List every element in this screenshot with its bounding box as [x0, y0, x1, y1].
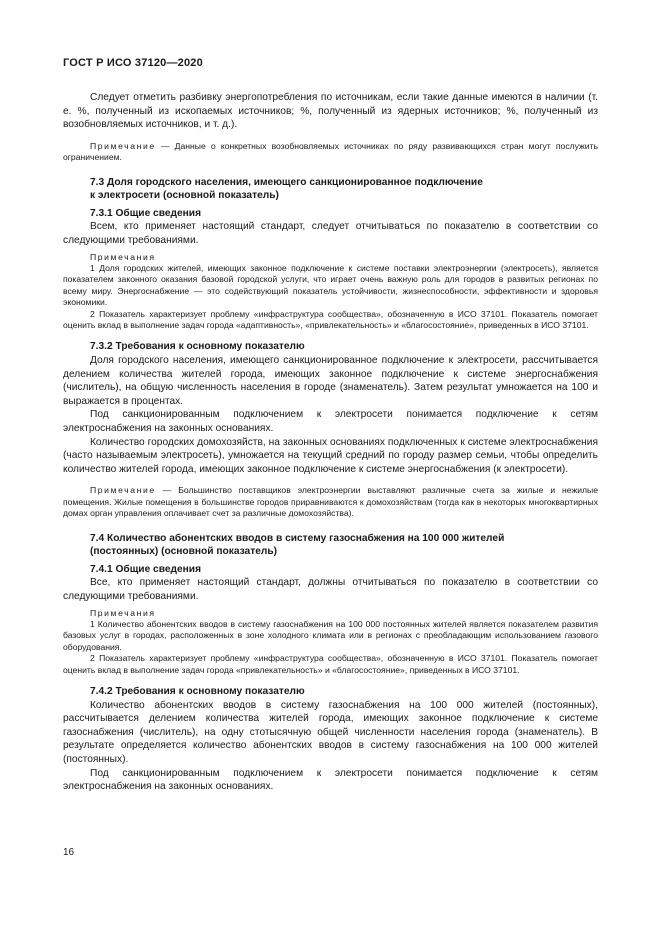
paragraph: Под санкционированным подключением к электросети понимается подключение к сетям электроснабжения на законных основаниях.: [63, 409, 598, 434]
note-item: 2 Показатель характеризует проблему «инфраструктура сообщества», обозначенную в ИСО 37101. Показатель помогает оценить вклад в выполнение задач города «привлекательность» и «благосостояние», приведенных в ИСО 37101.: [63, 653, 598, 675]
subsection-heading-7-4-1: 7.4.1 Общие сведения: [90, 563, 202, 575]
note-label: Примечание: [90, 485, 156, 496]
note-text: — Большинство поставщиков электроэнергии выставляют различные счета за жилые и нежилые помещения. Жилые помещения в большинстве городов приравниваются к домохозяйствам (тогда как в некоторых многоквартирных домах орган управления оплачивает счет за различные домохозяйства).: [63, 485, 598, 519]
subsection-heading-7-4-2: 7.4.2 Требования к основному показателю: [90, 685, 305, 697]
note-label: Примечание: [90, 140, 156, 151]
standard-header: ГОСТ Р ИСО 37120—2020: [63, 57, 203, 69]
page-number: 16: [63, 847, 75, 858]
page-content: [63, 91, 598, 794]
section-heading-line: 7.4 Количество абонентских вводов в систему газоснабжения на 100 000 жителей: [90, 532, 505, 544]
section-heading-line: к электросети (основной показатель): [90, 190, 279, 202]
paragraph: Всем, кто применяет настоящий стандарт, следует отчитываться по показателю в соответствии со следующими требованиями.: [63, 221, 598, 246]
note-item: 2 Показатель характеризует проблему «инфраструктура сообщества», обозначенную в ИСО 37101. Показатель помогает оценить вклад в выполнение задач города «адаптивность», «привлекательность» и «благосостояние», приведенных в ИСО 37101.: [63, 308, 598, 330]
subsection-heading-7-3-2: 7.3.2 Требования к основному показателю: [90, 341, 305, 353]
notes-heading: Примечания: [90, 607, 156, 618]
paragraph: Доля городского населения, имеющего санкционированное подключение к электросети, рассчитывается делением количества жителей города, имеющих законное подключение к системе энергоснабжения (числитель), на общую численность населения в городе (знаменатель). Затем результат умножается на 100 и выражается в процентах.: [63, 355, 598, 407]
note-item: [63, 485, 598, 519]
paragraph: Количество городских домохозяйств, на законных основаниях подключенных к системе электроснабжения (часто называемым электросеть), умножается на текущий средний по городу размер семьи, чтобы определить количество жителей города, имеющих законное подключение к системе энергоснабжения (к электросети).: [63, 436, 598, 475]
paragraph: Все, кто применяет настоящий стандарт, должны отчитываться по показателю в соответствии со следующими требованиями.: [63, 577, 598, 602]
section-heading-line: (постоянных) (основной показатель): [90, 546, 277, 558]
notes-heading: Примечания: [90, 251, 156, 262]
paragraph: Под санкционированным подключением к электросети понимается подключение к сетям электроснабжения на законных основаниях.: [63, 767, 598, 793]
intro-note: [63, 141, 598, 164]
section-heading-line: 7.3 Доля городского населения, имеющего санкционированное подключение: [90, 176, 483, 188]
note-item: 1 Доля городских жителей, имеющих законное подключение к системе поставки электроэнергии (электросеть), является показателем законного оказания базовой городской услуги, что играет очень важную роль для городов в развитых регионах по всему миру. Энергоснабжение — это содействующий показатель устойчивости, жизнеспособности, эффективности и здоровья экономики.: [63, 262, 598, 308]
note-text: — Данные о конкретных возобновляемых источниках по ряду развивающихся стран могут послужить ограничением.: [63, 140, 598, 163]
paragraph: Количество абонентских вводов в систему газоснабжения на 100 000 жителей (постоянных), рассчитывается делением количества жителей города, имеющих законное подключение к системе газоснабжения (числитель), на одну стотысячную общей численности населения города (знаменатель). В результате определяется количество абонентских вводов в систему газоснабжения на 100 000 жителей (постоянных).: [63, 699, 598, 765]
intro-paragraph: Следует отметить разбивку энергопотребления по источникам, если такие данные имеются в наличии (т. е. %, полученный из ископаемых источников; %, полученный из ядерных источников; %, полученный из возобновляемых источников, и т. д.).: [63, 92, 598, 131]
subsection-heading-7-3-1: 7.3.1 Общие сведения: [90, 207, 202, 219]
section-heading-7-4: [63, 532, 598, 559]
note-item: 1 Количество абонентских вводов в систему газоснабжения на 100 000 постоянных жителей является показателем развития базовых услуг в городах, расположенных в зоне холодного климата или в регионах с преобладающим использованием газового оборудования.: [63, 618, 598, 652]
section-heading-7-3: [63, 176, 598, 203]
